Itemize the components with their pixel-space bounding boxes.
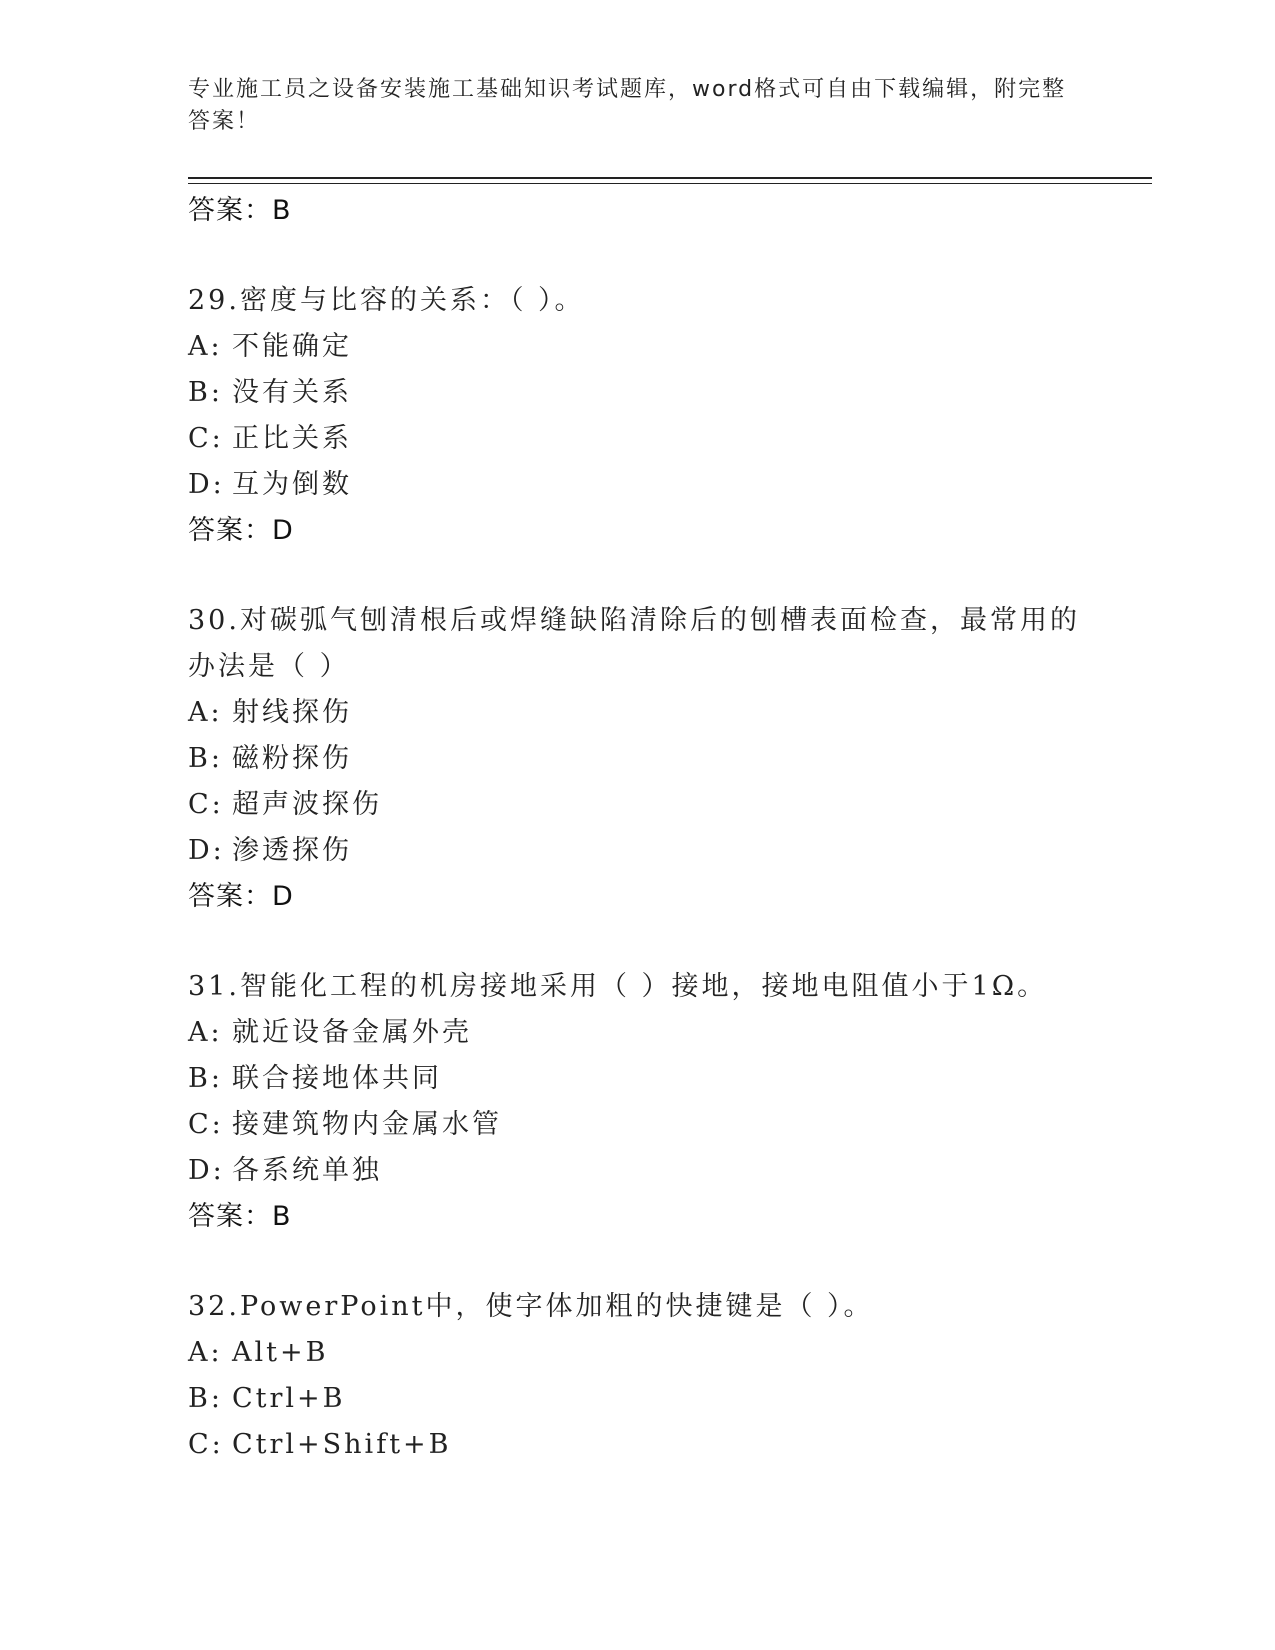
option-text: 没有关系 <box>232 377 352 408</box>
option-a <box>188 690 1088 736</box>
option-key: B: <box>188 1063 223 1094</box>
header-divider-thin <box>188 183 1152 184</box>
option-b <box>188 736 1088 782</box>
option-c <box>188 1422 1088 1468</box>
option-key: A: <box>188 1017 223 1048</box>
option-key: D: <box>188 1155 225 1186</box>
option-a <box>188 1330 1088 1376</box>
option-key: B: <box>188 1383 223 1414</box>
option-c <box>188 416 1088 462</box>
option-d <box>188 828 1088 874</box>
question-stem: 31.智能化工程的机房接地采用（ ）接地，接地电阻值小于1Ω。 <box>188 971 1048 1002</box>
option-key: B: <box>188 377 223 408</box>
option-key: C: <box>188 1109 224 1140</box>
option-key: D: <box>188 469 225 500</box>
option-a <box>188 1010 1088 1056</box>
option-text: 不能确定 <box>232 331 352 362</box>
option-b <box>188 1056 1088 1102</box>
option-b <box>188 370 1088 416</box>
question-31 <box>188 964 1088 1240</box>
previous-answer: 答案：B <box>188 195 292 226</box>
option-text: 正比关系 <box>232 423 352 454</box>
option-key: A: <box>188 331 223 362</box>
question-30 <box>188 598 1088 920</box>
option-d <box>188 1148 1088 1194</box>
option-key: C: <box>188 1429 224 1460</box>
answer-line: 答案：D <box>188 515 294 546</box>
question-stem: 32.PowerPoint中，使字体加粗的快捷键是（ ）。 <box>188 1291 874 1322</box>
question-29 <box>188 278 1088 554</box>
option-text: 联合接地体共同 <box>232 1063 442 1094</box>
header-divider <box>188 177 1152 179</box>
option-b <box>188 1376 1088 1422</box>
answer-line: 答案：D <box>188 881 294 912</box>
option-c <box>188 782 1088 828</box>
option-text: 就近设备金属外壳 <box>232 1017 472 1048</box>
option-text: 各系统单独 <box>232 1155 382 1186</box>
option-text: 磁粉探伤 <box>232 743 352 774</box>
question-32 <box>188 1284 1088 1468</box>
option-text: 射线探伤 <box>232 697 352 728</box>
option-text: Ctrl+Shift+B <box>232 1429 452 1460</box>
question-stem: 30.对碳弧气刨清根后或焊缝缺陷清除后的刨槽表面检查，最常用的办法是（ ） <box>188 605 1080 682</box>
option-key: C: <box>188 789 224 820</box>
option-text: 超声波探伤 <box>232 789 382 820</box>
option-key: B: <box>188 743 223 774</box>
option-text: Ctrl+B <box>232 1383 346 1414</box>
question-list <box>188 188 1088 1468</box>
answer-line: 答案：B <box>188 1201 292 1232</box>
option-text: 渗透探伤 <box>232 835 352 866</box>
question-stem: 29.密度与比容的关系：（ ）。 <box>188 285 585 316</box>
option-text: Alt+B <box>232 1337 329 1368</box>
option-key: C: <box>188 423 224 454</box>
option-text: 互为倒数 <box>232 469 352 500</box>
option-key: D: <box>188 835 225 866</box>
option-key: A: <box>188 1337 223 1368</box>
option-a <box>188 324 1088 370</box>
option-d <box>188 462 1088 508</box>
document-header: 专业施工员之设备安装施工基础知识考试题库，word格式可自由下载编辑，附完整答案！ <box>188 77 1067 134</box>
option-key: A: <box>188 697 223 728</box>
option-c <box>188 1102 1088 1148</box>
option-text: 接建筑物内金属水管 <box>232 1109 502 1140</box>
